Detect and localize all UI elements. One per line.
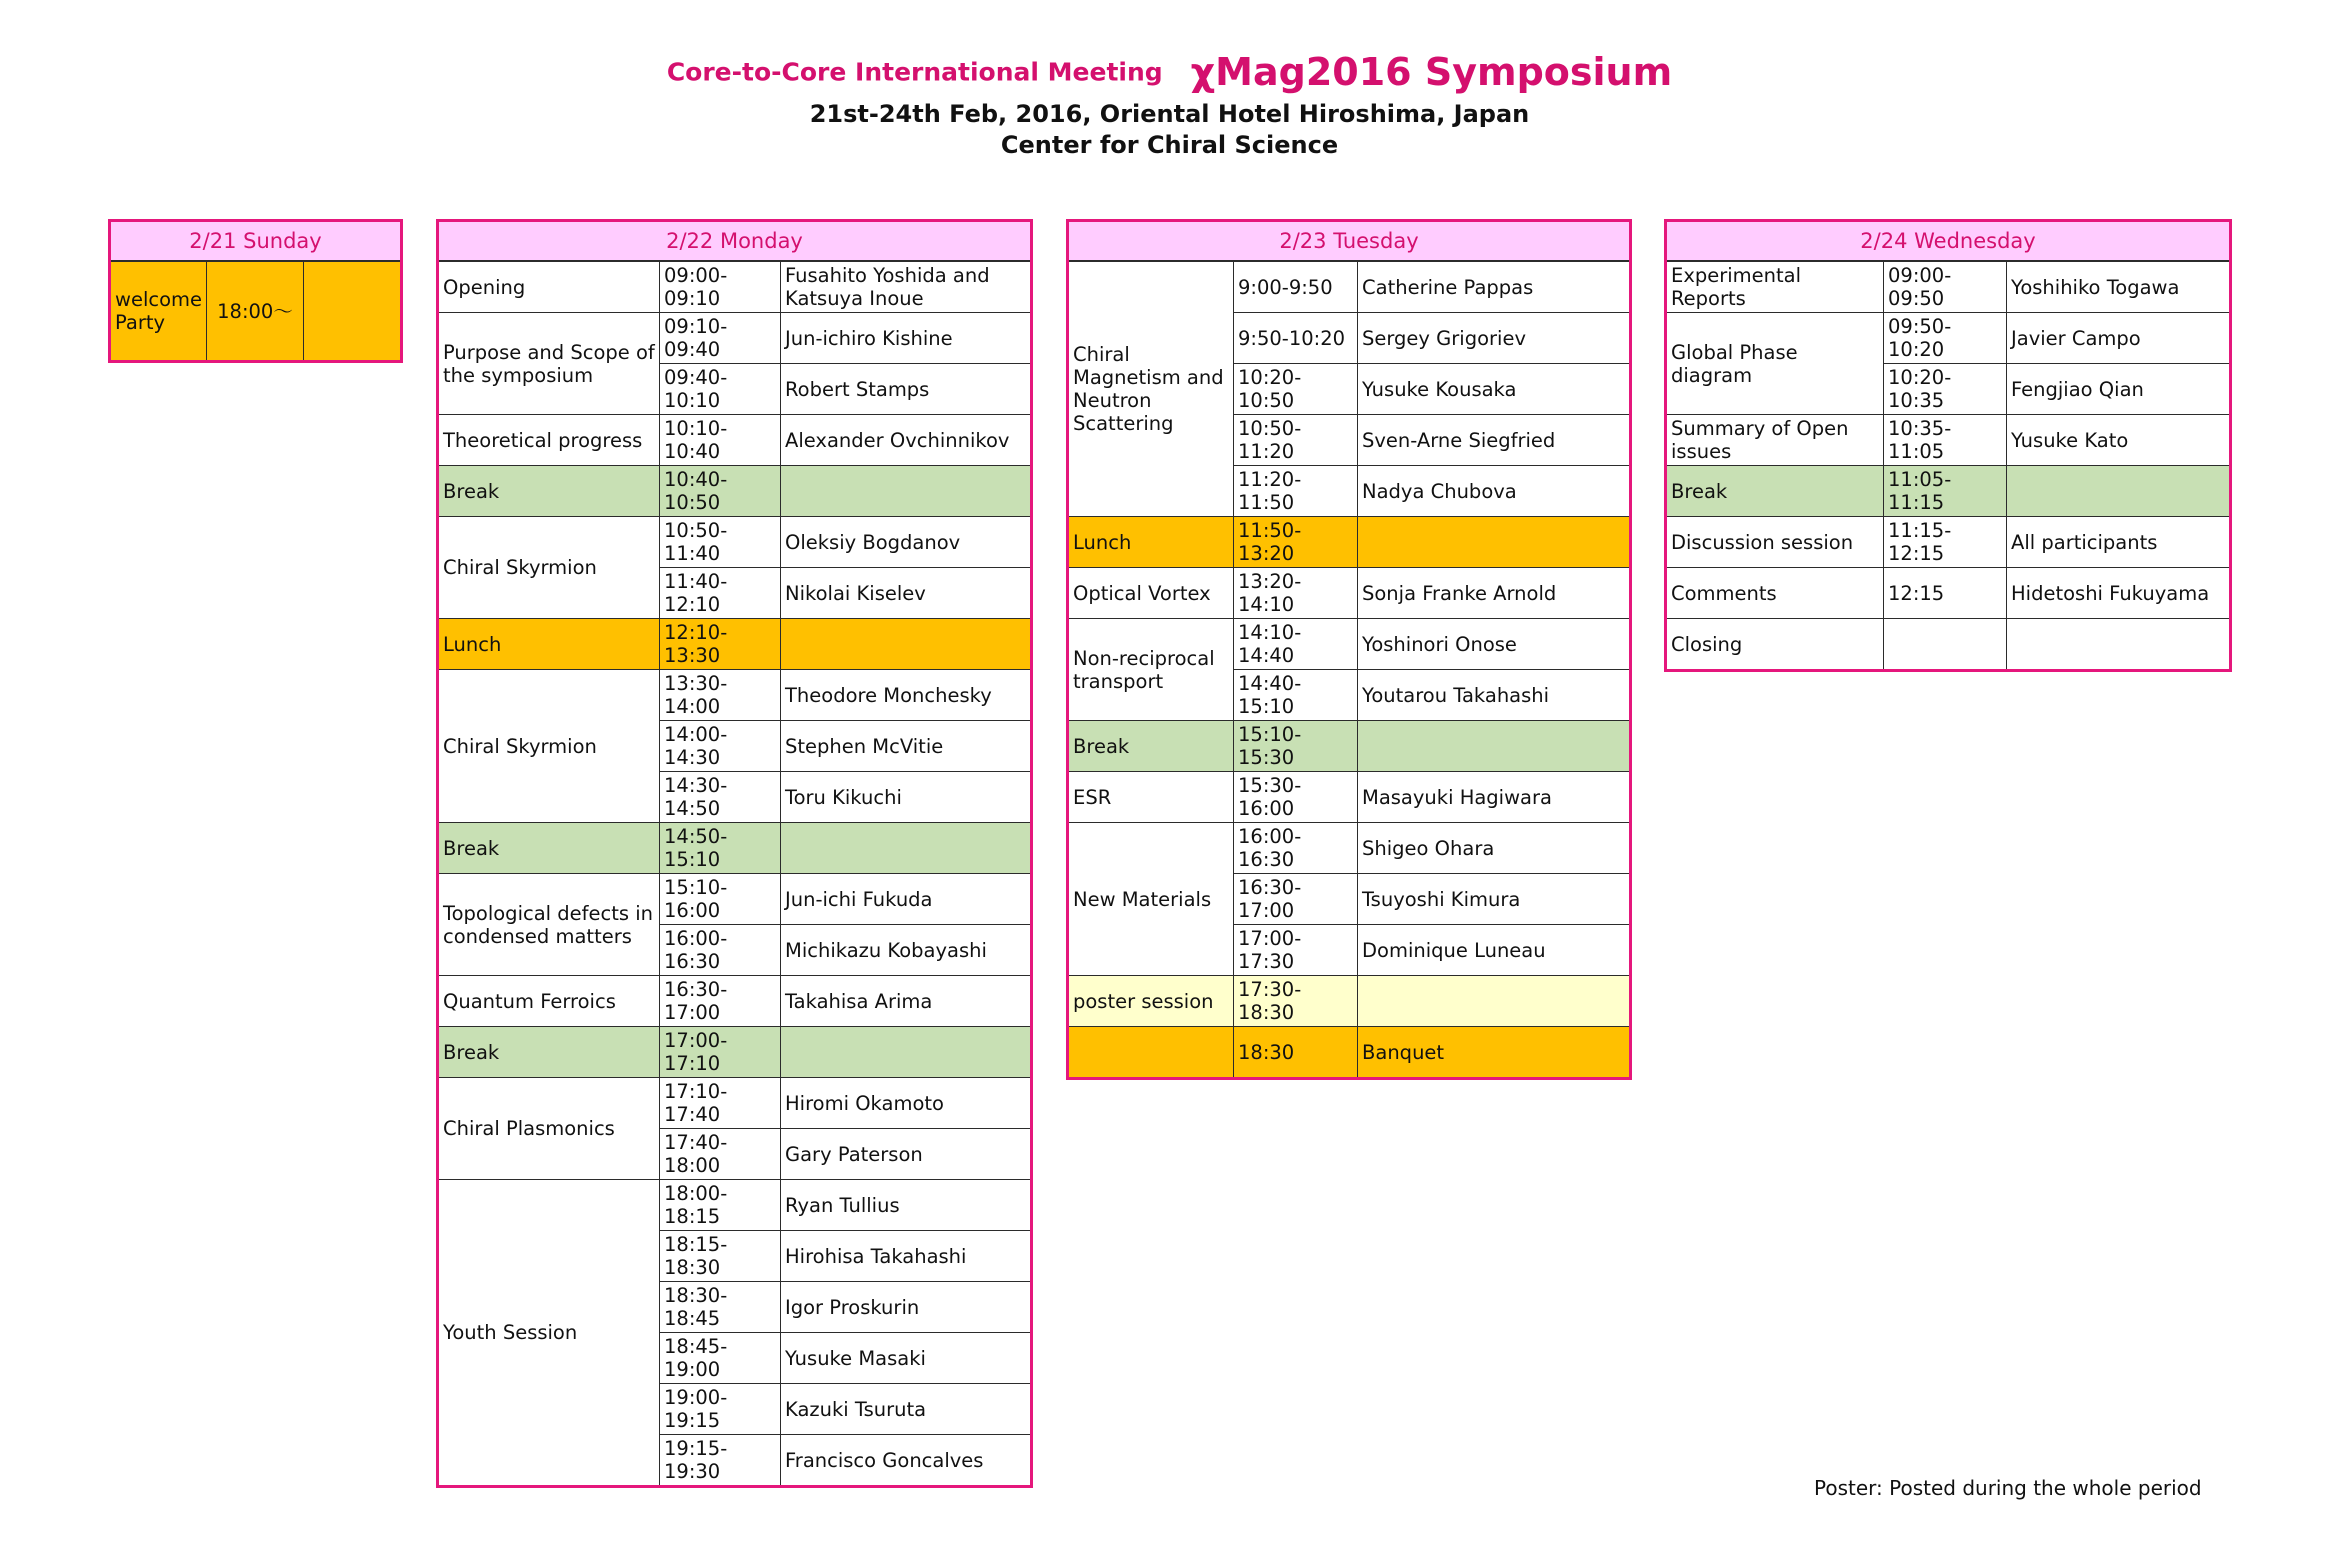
slot-speaker xyxy=(781,466,1032,517)
slot-speaker: Youtarou Takahashi xyxy=(1358,670,1631,721)
slot-speaker: Sven-Arne Siegfried xyxy=(1358,415,1631,466)
slot-time: 16:30-17:00 xyxy=(1234,874,1358,925)
slot-time: 10:40-10:50 xyxy=(660,466,781,517)
slot-speaker: Yusuke Masaki xyxy=(781,1333,1032,1384)
day-heading: 2/22 Monday xyxy=(438,221,1032,262)
slot-speaker: Yusuke Kousaka xyxy=(1358,364,1631,415)
slot-time: 18:45-19:00 xyxy=(660,1333,781,1384)
slot-time: 17:00-17:30 xyxy=(1234,925,1358,976)
slot-speaker: Oleksiy Bogdanov xyxy=(781,517,1032,568)
session-name: Theoretical progress xyxy=(438,415,660,466)
slot-time: 17:40-18:00 xyxy=(660,1129,781,1180)
table-row-break xyxy=(1068,721,1631,772)
slot-speaker: Yoshinori Onose xyxy=(1358,619,1631,670)
slot-speaker: Sonja Franke Arnold xyxy=(1358,568,1631,619)
session-name: Break xyxy=(1666,466,1884,517)
slot-time: 11:15-12:15 xyxy=(1884,517,2007,568)
slot-time: 9:00-9:50 xyxy=(1234,261,1358,313)
table-row xyxy=(1068,568,1631,619)
table-row-break xyxy=(438,1027,1032,1078)
table-row-banquet xyxy=(1068,1027,1631,1079)
session-name: poster session xyxy=(1068,976,1234,1027)
slot-speaker: Yusuke Kato xyxy=(2007,415,2231,466)
day-heading: 2/21 Sunday xyxy=(110,221,402,262)
slot-time: 16:30-17:00 xyxy=(660,976,781,1027)
table-row-lunch xyxy=(1068,517,1631,568)
session-name: Discussion session xyxy=(1666,517,1884,568)
slot-speaker: Dominique Luneau xyxy=(1358,925,1631,976)
slot-time: 12:15 xyxy=(1884,568,2007,619)
session-name: Chiral Skyrmion xyxy=(438,517,660,619)
slot-time: 09:10-09:40 xyxy=(660,313,781,364)
session-name: Lunch xyxy=(438,619,660,670)
slot-speaker xyxy=(781,619,1032,670)
dates-venue: 21st-24th Feb, 2016, Oriental Hotel Hiroshima, Japan xyxy=(809,100,1530,128)
table-row xyxy=(1666,415,2231,466)
schedule-wednesday xyxy=(1664,219,2232,672)
table-row-break xyxy=(1666,466,2231,517)
session-name: Chiral Magnetism and Neutron Scattering xyxy=(1068,261,1234,517)
session-name: New Materials xyxy=(1068,823,1234,976)
slot-speaker: Tsuyoshi Kimura xyxy=(1358,874,1631,925)
session-name: Break xyxy=(438,1027,660,1078)
table-row xyxy=(438,415,1032,466)
schedule-sunday xyxy=(108,219,403,363)
slot-time: 15:10-16:00 xyxy=(660,874,781,925)
session-name: Youth Session xyxy=(438,1180,660,1487)
session-name: Break xyxy=(1068,721,1234,772)
session-name: Global Phase diagram xyxy=(1666,313,1884,415)
meeting-subtitle: Core-to-Core International Meeting xyxy=(666,57,1163,87)
slot-time: 19:00-19:15 xyxy=(660,1384,781,1435)
table-row xyxy=(438,1180,1032,1231)
slot-time: 10:35-11:05 xyxy=(1884,415,2007,466)
slot-time: 18:30 xyxy=(1234,1027,1358,1079)
table-row xyxy=(1666,568,2231,619)
slot-speaker: Fengjiao Qian xyxy=(2007,364,2231,415)
table-row-lunch xyxy=(438,619,1032,670)
session-name: Opening xyxy=(438,261,660,313)
slot-speaker xyxy=(2007,466,2231,517)
slot-time: 17:30-18:30 xyxy=(1234,976,1358,1027)
table-row xyxy=(438,313,1032,364)
slot-speaker xyxy=(781,1027,1032,1078)
slot-speaker: Yoshihiko Togawa xyxy=(2007,261,2231,313)
slot-speaker: Shigeo Ohara xyxy=(1358,823,1631,874)
title-line xyxy=(0,50,2339,100)
slot-speaker: Francisco Goncalves xyxy=(781,1435,1032,1487)
slot-time: 11:40-12:10 xyxy=(660,568,781,619)
slot-speaker: Hirohisa Takahashi xyxy=(781,1231,1032,1282)
slot-speaker: Javier Campo xyxy=(2007,313,2231,364)
session-name: Purpose and Scope of the symposium xyxy=(438,313,660,415)
session-name: Experimental Reports xyxy=(1666,261,1884,313)
table-row xyxy=(438,670,1032,721)
session-name: Optical Vortex xyxy=(1068,568,1234,619)
slot-speaker: Jun-ichi Fukuda xyxy=(781,874,1032,925)
slot-time: 18:00～ xyxy=(207,261,304,362)
slot-time: 10:10-10:40 xyxy=(660,415,781,466)
session-name: Lunch xyxy=(1068,517,1234,568)
slot-speaker: Ryan Tullius xyxy=(781,1180,1032,1231)
slot-time: 18:00-18:15 xyxy=(660,1180,781,1231)
session-name: ESR xyxy=(1068,772,1234,823)
slot-speaker: Nadya Chubova xyxy=(1358,466,1631,517)
slot-speaker: Jun-ichiro Kishine xyxy=(781,313,1032,364)
slot-time: 11:20-11:50 xyxy=(1234,466,1358,517)
session-name: Chiral Skyrmion xyxy=(438,670,660,823)
slot-speaker: Robert Stamps xyxy=(781,364,1032,415)
table-row-break xyxy=(438,823,1032,874)
session-name: Comments xyxy=(1666,568,1884,619)
slot-time: 10:20-10:35 xyxy=(1884,364,2007,415)
table-row xyxy=(1068,823,1631,874)
table-row xyxy=(438,1078,1032,1129)
organizer: Center for Chiral Science xyxy=(1000,131,1339,159)
table-row xyxy=(438,261,1032,313)
slot-time: 10:50-11:20 xyxy=(1234,415,1358,466)
schedule-monday xyxy=(436,219,1033,1488)
slot-speaker: Hiromi Okamoto xyxy=(781,1078,1032,1129)
slot-time: 14:30-14:50 xyxy=(660,772,781,823)
slot-time: 12:10-13:30 xyxy=(660,619,781,670)
session-name: welcome Party xyxy=(110,261,207,362)
session-name: Break xyxy=(438,823,660,874)
table-row xyxy=(1666,619,2231,671)
slot-time: 9:50-10:20 xyxy=(1234,313,1358,364)
slot-time: 14:50-15:10 xyxy=(660,823,781,874)
table-row xyxy=(1666,313,2231,364)
table-row xyxy=(1068,619,1631,670)
day-heading: 2/23 Tuesday xyxy=(1068,221,1631,262)
slot-speaker: Takahisa Arima xyxy=(781,976,1032,1027)
slot-time: 09:00-09:10 xyxy=(660,261,781,313)
table-row xyxy=(1666,261,2231,313)
slot-time: 14:40-15:10 xyxy=(1234,670,1358,721)
slot-time: 10:50-11:40 xyxy=(660,517,781,568)
slot-time: 09:50-10:20 xyxy=(1884,313,2007,364)
slot-speaker: Gary Paterson xyxy=(781,1129,1032,1180)
session-name: Closing xyxy=(1666,619,1884,671)
slot-speaker xyxy=(1358,517,1631,568)
session-name: Non-reciprocal transport xyxy=(1068,619,1234,721)
slot-speaker xyxy=(781,823,1032,874)
session-name: Topological defects in condensed matters xyxy=(438,874,660,976)
table-row xyxy=(1666,517,2231,568)
slot-speaker xyxy=(2007,619,2231,671)
slot-speaker: Sergey Grigoriev xyxy=(1358,313,1631,364)
slot-time: 15:30-16:00 xyxy=(1234,772,1358,823)
session-name: Chiral Plasmonics xyxy=(438,1078,660,1180)
slot-speaker: Nikolai Kiselev xyxy=(781,568,1032,619)
slot-speaker: Banquet xyxy=(1358,1027,1631,1079)
slot-time: 16:00-16:30 xyxy=(660,925,781,976)
slot-speaker: Alexander Ovchinnikov xyxy=(781,415,1032,466)
table-row-break xyxy=(438,466,1032,517)
slot-speaker: Fusahito Yoshida and Katsuya Inoue xyxy=(781,261,1032,313)
slot-speaker: Hidetoshi Fukuyama xyxy=(2007,568,2231,619)
slot-time: 18:30-18:45 xyxy=(660,1282,781,1333)
slot-speaker: Stephen McVitie xyxy=(781,721,1032,772)
day-heading: 2/24 Wednesday xyxy=(1666,221,2231,262)
session-name: Quantum Ferroics xyxy=(438,976,660,1027)
slot-time: 11:50-13:20 xyxy=(1234,517,1358,568)
slot-time: 11:05-11:15 xyxy=(1884,466,2007,517)
slot-speaker: All participants xyxy=(2007,517,2231,568)
slot-time: 17:00-17:10 xyxy=(660,1027,781,1078)
slot-time: 10:20-10:50 xyxy=(1234,364,1358,415)
slot-time: 13:30-14:00 xyxy=(660,670,781,721)
slot-speaker: Theodore Monchesky xyxy=(781,670,1032,721)
slot-time: 19:15-19:30 xyxy=(660,1435,781,1487)
poster-note: Poster: Posted during the whole period xyxy=(1814,1476,2202,1500)
slot-time xyxy=(1884,619,2007,671)
slot-time: 14:10-14:40 xyxy=(1234,619,1358,670)
slot-time: 09:00-09:50 xyxy=(1884,261,2007,313)
slot-speaker xyxy=(1358,721,1631,772)
session-name: Summary of Open issues xyxy=(1666,415,1884,466)
table-row xyxy=(438,874,1032,925)
slot-time: 17:10-17:40 xyxy=(660,1078,781,1129)
slot-time: 15:10-15:30 xyxy=(1234,721,1358,772)
table-row xyxy=(438,517,1032,568)
table-row-poster xyxy=(1068,976,1631,1027)
slot-time: 13:20-14:10 xyxy=(1234,568,1358,619)
slot-speaker xyxy=(1358,976,1631,1027)
slot-time: 18:15-18:30 xyxy=(660,1231,781,1282)
table-row xyxy=(438,976,1032,1027)
table-row xyxy=(1068,772,1631,823)
session-name: Break xyxy=(438,466,660,517)
slot-time: 14:00-14:30 xyxy=(660,721,781,772)
slot-speaker: Kazuki Tsuruta xyxy=(781,1384,1032,1435)
slot-time: 09:40-10:10 xyxy=(660,364,781,415)
slot-speaker: Igor Proskurin xyxy=(781,1282,1032,1333)
schedule-tuesday xyxy=(1066,219,1632,1080)
slot-time: 16:00-16:30 xyxy=(1234,823,1358,874)
symposium-title: χMag2016 Symposium xyxy=(1190,50,1673,94)
slot-speaker: Masayuki Hagiwara xyxy=(1358,772,1631,823)
slot-speaker: Michikazu Kobayashi xyxy=(781,925,1032,976)
slot-speaker: Catherine Pappas xyxy=(1358,261,1631,313)
table-row xyxy=(1068,261,1631,313)
slot-speaker xyxy=(304,261,402,362)
session-name xyxy=(1068,1027,1234,1079)
slot-speaker: Toru Kikuchi xyxy=(781,772,1032,823)
